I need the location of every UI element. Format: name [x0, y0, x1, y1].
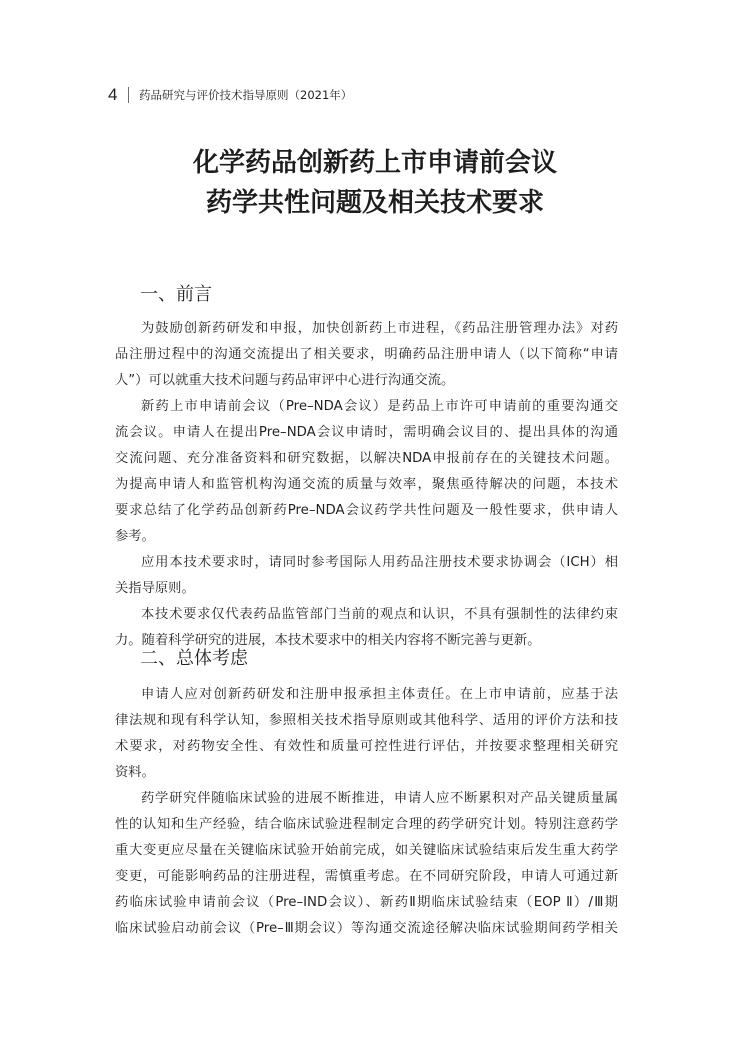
paragraph-line: 药学研究伴随临床试验的进展不断推进，申请人应不断累积对产品关键质量属	[141, 791, 618, 806]
paragraph-line: 要求总结了化学药品创新药Pre–NDA会议药学共性问题及一般性要求，供申请人	[115, 503, 618, 518]
paragraph-line: 律法规和现有科学认知，参照相关技术指导原则或其他科学、适用的评价方法和技	[115, 713, 618, 728]
paragraph-line: 应用本技术要求时，请同时参考国际人用药品注册技术要求协调会（ICH）相	[141, 555, 618, 570]
paragraph-line: 本技术要求仅代表药品监管部门当前的观点和认识，不具有强制性的法律约束	[141, 607, 618, 622]
paragraph-line: 重大变更应尽量在关键临床试验开始前完成，如关键临床试验结束后发生重大药学	[115, 843, 618, 858]
section-heading-general-considerations: 二、总体考虑	[140, 648, 248, 669]
paragraph-line: 品注册过程中的沟通交流提出了相关要求，明确药品注册申请人（以下简称“申请	[115, 347, 618, 362]
running-head-title: 药品研究与评价技术指导原则（2021年）	[139, 88, 353, 102]
paragraph-line: 关指导原则。	[115, 581, 195, 596]
paragraph-line: 新药上市申请前会议（Pre–NDA会议）是药品上市许可申请前的重要沟通交	[141, 399, 618, 414]
paragraph-line: 术要求，对药物安全性、有效性和质量可控性进行评估，并按要求整理相关研究	[115, 739, 618, 754]
paragraph-line: 变更，可能影响药品的注册进程，需慎重考虑。在不同研究阶段，申请人可通过新	[115, 869, 618, 884]
running-head	[108, 84, 352, 106]
header-divider	[128, 87, 129, 103]
paragraph-line: 申请人应对创新药研发和注册申报承担主体责任。在上市申请前，应基于法	[141, 687, 618, 702]
paragraph-line: 药临床试验申请前会议（Pre–IND会议）、新药Ⅱ期临床试验结束（EOP Ⅱ）/Ⅲ期	[115, 895, 618, 910]
paragraph-line: 资料。	[115, 765, 155, 780]
paragraph-line: 交流问题、充分准备资料和研究数据，以解决NDA申报前存在的关键技术问题。	[115, 451, 618, 466]
paragraph-line: 人”）可以就重大技术问题与药品审评中心进行沟通交流。	[115, 373, 455, 388]
page-number: 4	[108, 85, 118, 104]
paragraph-line: 为提高申请人和监管机构沟通交流的质量与效率，聚焦亟待解决的问题，本技术	[115, 477, 618, 492]
paragraph-line: 参考。	[115, 529, 155, 544]
document-title-line-1: 化学药品创新药上市申请前会议	[192, 148, 557, 178]
document-title-line-2: 药学共性问题及相关技术要求	[205, 188, 544, 218]
paragraph-line: 流会议。申请人在提出Pre–NDA会议申请时，需明确会议目的、提出具体的沟通	[115, 425, 618, 440]
paragraph-line: 为鼓励创新药研发和申报，加快创新药上市进程，《药品注册管理办法》对药	[141, 321, 618, 336]
paragraph-line: 性的认知和生产经验，结合临床试验进程制定合理的药学研究计划。特别注意药学	[115, 817, 618, 832]
paragraph-line: 临床试验启动前会议（Pre–Ⅲ期会议）等沟通交流途径解决临床试验期间药学相关	[115, 921, 618, 936]
paragraph-line: 力。随着科学研究的进展，本技术要求中的相关内容将不断完善与更新。	[115, 633, 541, 648]
section-heading-foreword: 一、前言	[140, 284, 212, 305]
